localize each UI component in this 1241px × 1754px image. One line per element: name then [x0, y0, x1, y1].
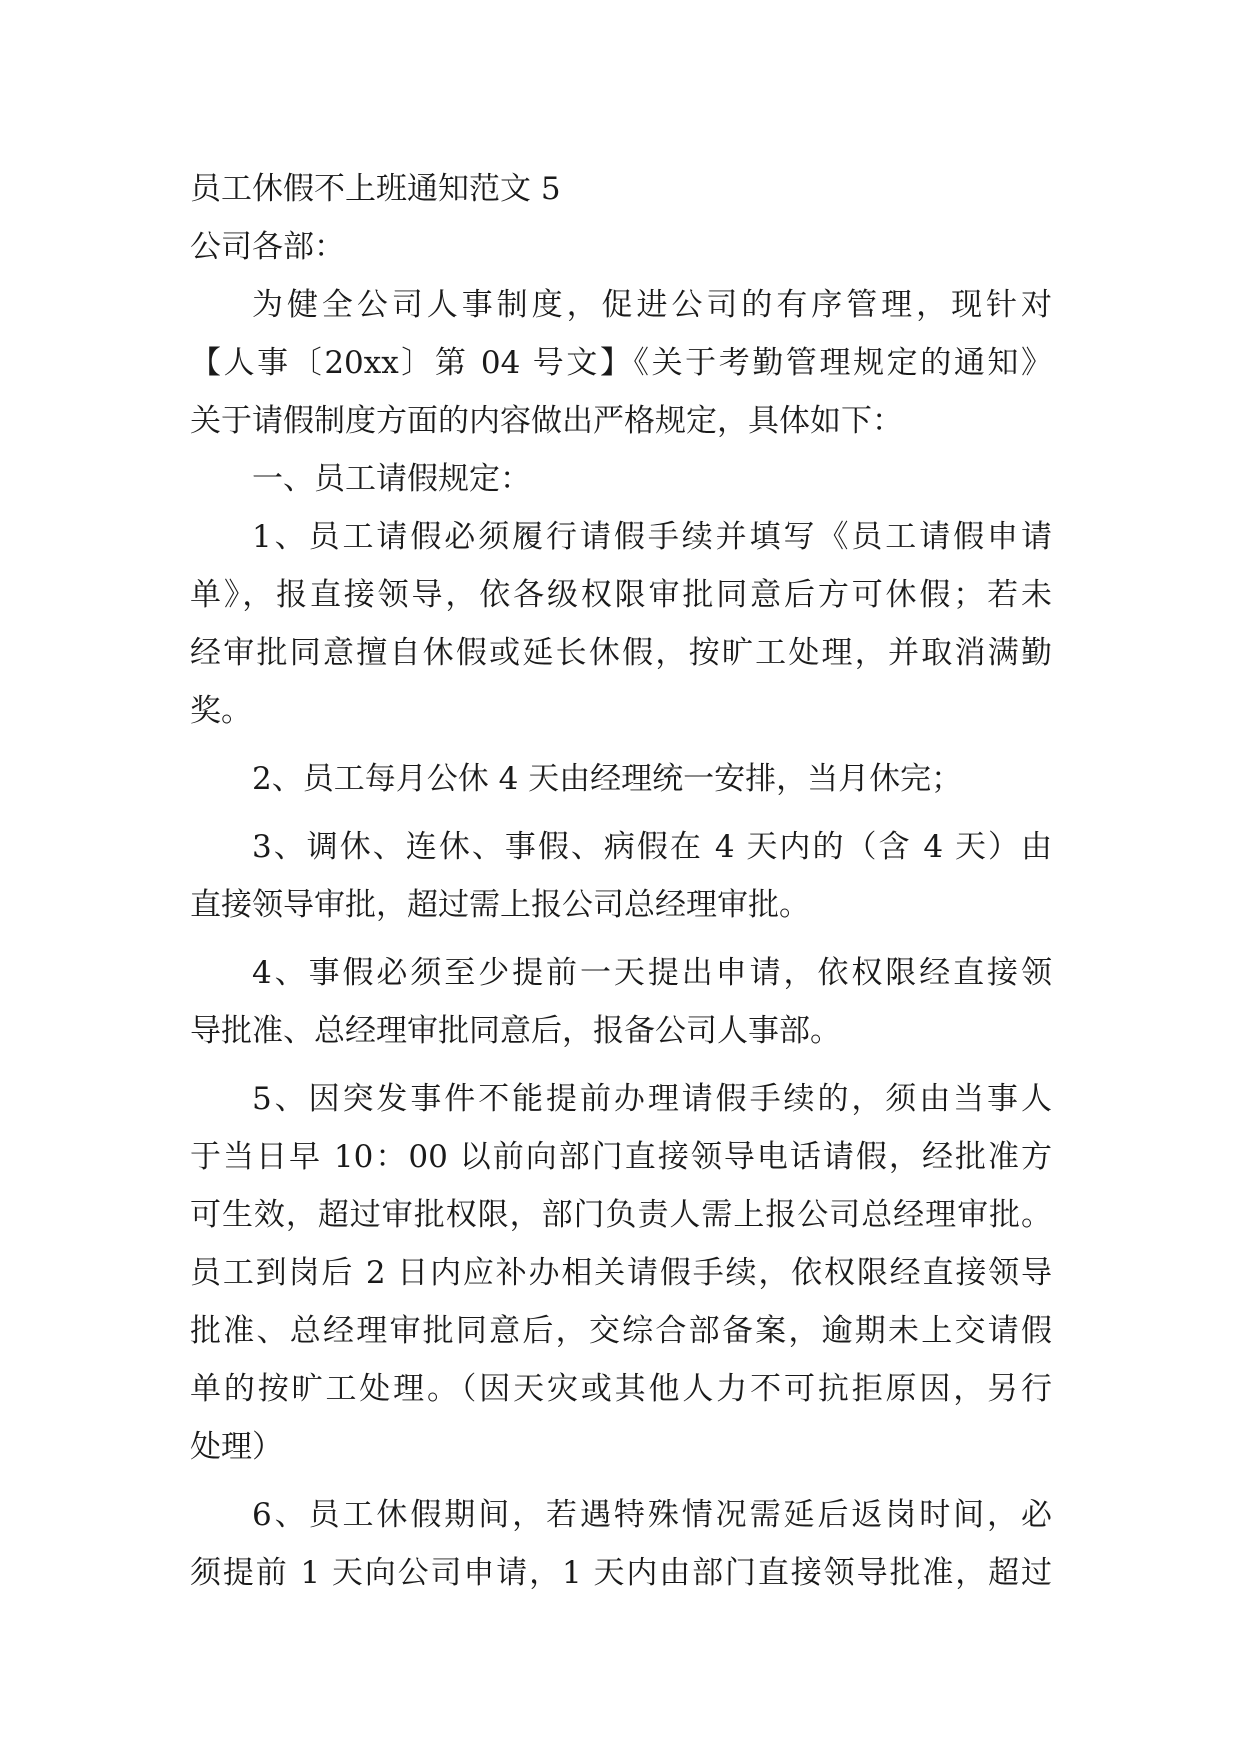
item-5-line-6: 单的按旷工处理。（因天灾或其他人力不可抗拒原因，另行	[190, 1371, 1052, 1407]
item-5-line-4: 员工到岗后 2 日内应补办相关请假手续，依权限经直接领导	[190, 1255, 1052, 1291]
item-4-line-1: 4、事假必须至少提前一天提出申请，依权限经直接领	[252, 955, 1052, 991]
item-1-line-2: 单》，报直接领导，依各级权限审批同意后方可休假；若未	[190, 577, 1052, 613]
item-5-line-2: 于当日早 10：00 以前向部门直接领导电话请假，经批准方	[190, 1139, 1052, 1175]
document-body	[190, 160, 1052, 1602]
item-1-line-3: 经审批同意擅自休假或延长休假，按旷工处理，并取消满勤	[190, 635, 1052, 671]
intro-line-1: 为健全公司人事制度，促进公司的有序管理，现针对	[252, 287, 1052, 323]
item-3-line-2: 直接领导审批，超过需上报公司总经理审批。	[190, 887, 810, 923]
intro-line-2: 【人事〔20xx〕第 04 号文】《关于考勤管理规定的通知》	[190, 345, 1052, 381]
salutation: 公司各部：	[190, 229, 345, 265]
item-5-line-5: 批准、总经理审批同意后，交综合部备案，逾期未上交请假	[190, 1313, 1052, 1349]
item-4-line-2: 导批准、总经理审批同意后，报备公司人事部。	[190, 1013, 841, 1049]
item-5-line-3: 可生效，超过审批权限，部门负责人需上报公司总经理审批。	[190, 1197, 1052, 1233]
section-heading: 一、员工请假规定：	[252, 461, 531, 497]
item-6-line-2: 须提前 1 天向公司申请，1 天内由部门直接领导批准，超过	[190, 1555, 1052, 1591]
item-1-line-4: 奖。	[190, 693, 252, 729]
item-6-line-1: 6、员工休假期间，若遇特殊情况需延后返岗时间，必	[252, 1497, 1052, 1533]
item-1-line-1: 1、员工请假必须履行请假手续并填写《员工请假申请	[252, 519, 1052, 555]
item-2-line-1: 2、员工每月公休 4 天由经理统一安排，当月休完；	[252, 761, 963, 797]
item-5-line-7: 处理）	[190, 1429, 283, 1465]
document-title: 员工休假不上班通知范文 5	[190, 171, 561, 207]
intro-line-3: 关于请假制度方面的内容做出严格规定，具体如下：	[190, 403, 903, 439]
item-3-line-1: 3、调休、连休、事假、病假在 4 天内的（含 4 天）由	[252, 829, 1052, 865]
item-5-line-1: 5、因突发事件不能提前办理请假手续的，须由当事人	[252, 1081, 1052, 1117]
